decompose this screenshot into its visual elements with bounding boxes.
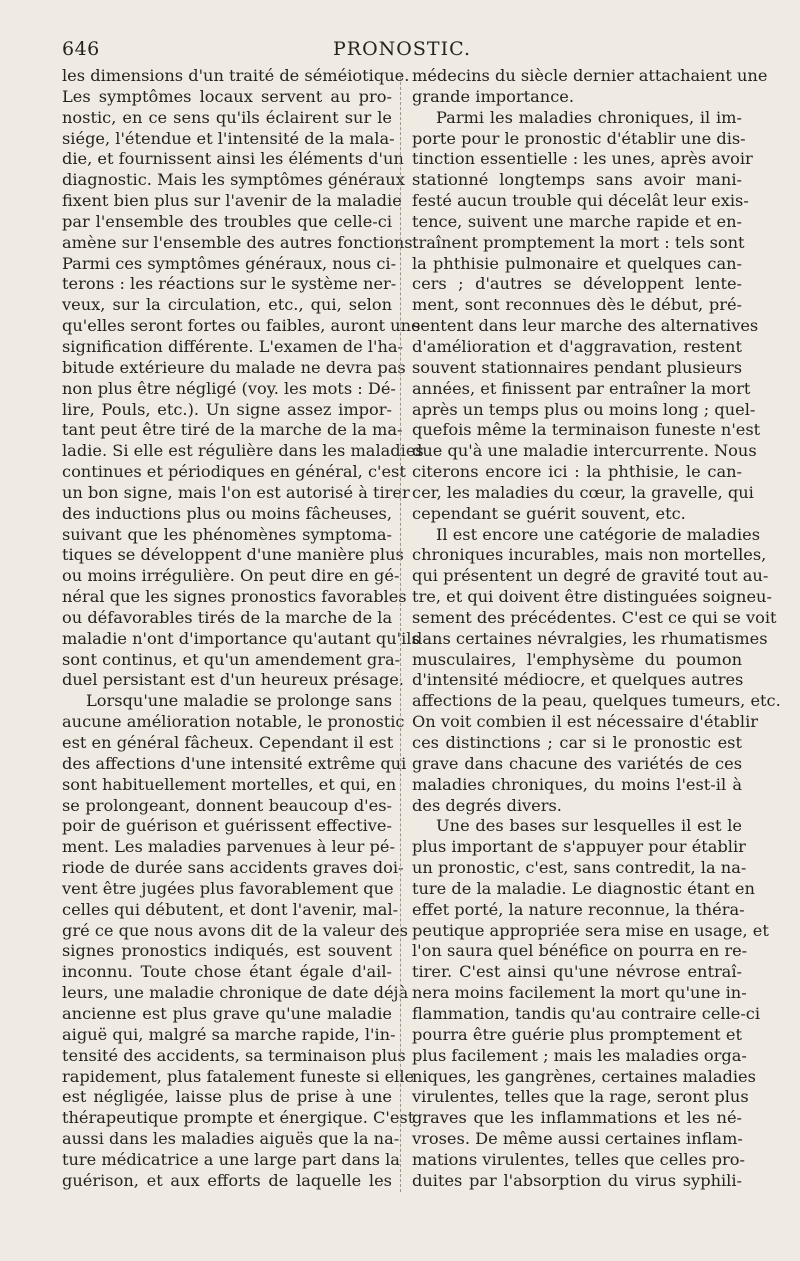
- text-line: signes pronostics indiqués, est souvent: [62, 941, 392, 961]
- text-line: festé aucun trouble qui décelât leur exis-: [412, 191, 749, 211]
- text-line: celles qui débutent, et dont l'avenir, mal-: [62, 899, 399, 919]
- text-line: traînent promptement la mort : tels sont: [412, 232, 745, 252]
- text-line: maladie n'ont d'importance qu'autant qu'ils: [62, 628, 420, 648]
- text-line: flammation, tandis qu'au contraire celle-ci: [412, 1003, 761, 1023]
- text-line: ture de la maladie. Le diagnostic étant en: [412, 878, 755, 898]
- text-line: quefois même la terminaison funeste n'est: [412, 420, 761, 440]
- text-line: Lorsqu'une maladie se prolonge sans: [86, 691, 392, 711]
- text-line: qu'elles seront fortes ou faibles, auront une: [62, 316, 421, 336]
- text-line: années, et finissent par entraîner la mort: [412, 378, 751, 398]
- text-line: cependant se guérit souvent, etc.: [412, 503, 686, 523]
- text-line: plus facilement ; mais les maladies orga-: [412, 1045, 747, 1065]
- text-line: sement des précédentes. C'est ce qui se voit: [412, 607, 777, 627]
- text-line: sont continus, et qu'un amendement gra-: [62, 649, 401, 669]
- text-line: niques, les gangrènes, certaines maladies: [412, 1066, 756, 1086]
- text-line: Parmi ces symptômes généraux, nous ci-: [62, 253, 397, 273]
- text-line: graves que les inflammations et les né-: [412, 1108, 742, 1128]
- text-line: virulentes, telles que la rage, seront plus: [412, 1087, 749, 1107]
- text-line: par l'ensemble des troubles que celle-ci: [62, 211, 392, 231]
- text-line: tence, suivent une marche rapide et en-: [412, 211, 742, 231]
- text-line: porte pour le pronostic d'établir une dis-: [412, 128, 746, 148]
- text-line: musculaires, l'emphysème du poumon: [412, 649, 742, 669]
- text-line: qui présentent un degré de gravité tout au-: [412, 566, 769, 586]
- text-line: duel persistant est d'un heureux présage.: [62, 670, 404, 690]
- text-line: dans certaines névralgies, les rhumatismes: [412, 628, 768, 648]
- text-line: sont habituellement mortelles, et qui, en: [62, 774, 397, 794]
- text-line: est négligée, laisse plus de prise à une: [62, 1087, 392, 1107]
- text-line: continues et périodiques en général, c'est: [62, 462, 406, 482]
- text-line: inconnu. Toute chose étant égale d'ail-: [62, 962, 392, 982]
- text-line: nera moins facilement la mort qu'une in-: [412, 983, 747, 1003]
- text-line: l'on saura quel bénéfice on pourra en re-: [412, 941, 748, 961]
- text-line: grande importance.: [412, 86, 575, 106]
- text-line: sentent dans leur marche des alternatives: [412, 316, 759, 336]
- text-line: des degrés divers.: [412, 795, 562, 815]
- text-line: mations virulentes, telles que celles pro-: [412, 1149, 745, 1169]
- text-line: tant peut être tiré de la marche de la ma-: [62, 420, 403, 440]
- text-line: est en général fâcheux. Cependant il est: [62, 733, 394, 752]
- right-column: [412, 66, 781, 1192]
- text-line: diagnostic. Mais les symptômes généraux: [62, 170, 405, 190]
- text-line: un pronostic, c'est, sans contredit, la na-: [412, 858, 747, 878]
- text-line: fixent bien plus sur l'avenir de la maladie: [62, 191, 402, 211]
- text-line: plus important de s'appuyer pour établir: [412, 837, 746, 857]
- text-line: stationné longtemps sans avoir mani-: [412, 170, 742, 190]
- text-line: terons : les réactions sur le système ner-: [62, 274, 397, 294]
- text-line: aucune amélioration notable, le pronostic: [62, 712, 405, 732]
- text-line: se prolongeant, donnent beaucoup d'es-: [62, 795, 392, 815]
- text-line: On voit combien il est nécessaire d'établir: [412, 712, 759, 732]
- text-line: les dimensions d'un traité de séméiotique.: [62, 66, 410, 85]
- text-line: ces distinctions ; car si le pronostic est: [412, 733, 742, 752]
- column-divider: [400, 72, 401, 1192]
- text-line: effet porté, la nature reconnue, la théra-: [412, 899, 745, 919]
- text-line: Parmi les maladies chroniques, il im-: [436, 107, 742, 127]
- text-line: ou défavorables tirés de la marche de la: [62, 607, 393, 627]
- text-line: tiques se développent d'une manière plus: [62, 545, 404, 565]
- text-line: vroses. De même aussi certaines inflam-: [412, 1129, 743, 1149]
- text-line: aussi dans les maladies aiguës que la na-: [62, 1129, 400, 1149]
- text-line: des inductions plus ou moins fâcheuses,: [62, 503, 392, 523]
- text-line: ladie. Si elle est régulière dans les maladies: [62, 441, 424, 461]
- text-line: rapidement, plus fatalement funeste si elle: [62, 1066, 415, 1086]
- text-line: aiguë qui, malgré sa marche rapide, l'in-: [62, 1024, 396, 1044]
- text-line: bitude extérieure du malade ne devra pas: [62, 357, 406, 377]
- text-line: guérison, et aux efforts de laquelle les: [62, 1170, 392, 1190]
- text-line: citerons encore ici : la phthisie, le can-: [412, 462, 742, 482]
- text-line: souvent stationnaires pendant plusieurs: [412, 357, 742, 377]
- text-line: tensité des accidents, sa terminaison plus: [62, 1045, 406, 1065]
- text-line: ment, sont reconnues dès le début, pré-: [412, 295, 742, 315]
- text-line: thérapeutique prompte et énergique. C'est: [62, 1108, 415, 1128]
- text-line: ancienne est plus grave qu'une maladie: [62, 1003, 392, 1023]
- text-line: Une des bases sur lesquelles il est le: [436, 816, 742, 836]
- text-line: grave dans chacune des variétés de ces: [412, 753, 742, 773]
- text-line: veux, sur la circulation, etc., qui, selon: [62, 295, 392, 315]
- text-line: un bon signe, mais l'on est autorisé à tirer: [62, 482, 410, 502]
- page-number: 646: [62, 38, 100, 60]
- text-line: des affections d'une intensité extrême qui: [62, 753, 407, 773]
- text-line: vent être jugées plus favorablement que: [62, 878, 394, 898]
- text-line: suivant que les phénomènes symptoma-: [62, 524, 392, 544]
- text-line: d'amélioration et d'aggravation, restent: [412, 336, 742, 356]
- text-line: amène sur l'ensemble des autres fonctions.: [62, 232, 418, 252]
- text-line: Les symptômes locaux servent au pro-: [62, 86, 392, 106]
- text-line: signification différente. L'examen de l'ha-: [62, 336, 404, 356]
- text-line: poir de guérison et guérissent effective-: [62, 816, 392, 836]
- text-line: tinction essentielle : les unes, après avoir: [412, 149, 753, 169]
- running-title: PRONOSTIC.: [333, 38, 471, 60]
- text-line: gré ce que nous avons dit de la valeur des: [62, 920, 408, 940]
- text-line: affections de la peau, quelques tumeurs, etc.: [412, 691, 781, 711]
- left-column: [62, 66, 424, 1192]
- text-line: tre, et qui doivent être distinguées soigneu-: [412, 587, 772, 607]
- text-line: lire, Pouls, etc.). Un signe assez impor-: [62, 399, 392, 419]
- text-line: la phthisie pulmonaire et quelques can-: [412, 253, 742, 273]
- text-line: riode de durée sans accidents graves doi-: [62, 858, 404, 878]
- text-line: duites par l'absorption du virus syphili-: [412, 1170, 742, 1190]
- text-line: nostic, en ce sens qu'ils éclairent sur le: [62, 107, 392, 127]
- text-line: après un temps plus ou moins long ; quel-: [412, 399, 756, 419]
- text-line: ment. Les maladies parvenues à leur pé-: [62, 837, 395, 857]
- text-line: due qu'à une maladie intercurrente. Nous: [412, 441, 757, 461]
- text-line: Il est encore une catégorie de maladies: [436, 524, 761, 544]
- text-line: maladies chroniques, du moins l'est-il à: [412, 774, 742, 794]
- text-line: non plus être négligé (voy. les mots : Dé-: [62, 378, 396, 398]
- text-line: leurs, une maladie chronique de date déjà: [62, 983, 409, 1003]
- text-line: médecins du siècle dernier attachaient une: [412, 66, 768, 85]
- text-line: peutique appropriée sera mise en usage, et: [412, 920, 769, 940]
- text-line: pourra être guérie plus promptement et: [412, 1024, 742, 1044]
- text-line: siége, l'étendue et l'intensité de la mala-: [62, 128, 395, 148]
- page-header: [62, 38, 742, 66]
- text-line: die, et fournissent ainsi les éléments d'un: [62, 149, 404, 169]
- text-line: cers ; d'autres se développent lente-: [412, 274, 742, 294]
- text-line: ou moins irrégulière. On peut dire en gé-: [62, 566, 400, 586]
- text-line: ture médicatrice a une large part dans la: [62, 1149, 400, 1169]
- text-line: tirer. C'est ainsi qu'une névrose entraî-: [412, 962, 742, 982]
- text-line: d'intensité médiocre, et quelques autres: [412, 670, 744, 690]
- text-line: cer, les maladies du cœur, la gravelle, qui: [412, 482, 754, 502]
- text-line: chroniques incurables, mais non mortelles,: [412, 545, 767, 565]
- text-line: néral que les signes pronostics favorables: [62, 587, 407, 607]
